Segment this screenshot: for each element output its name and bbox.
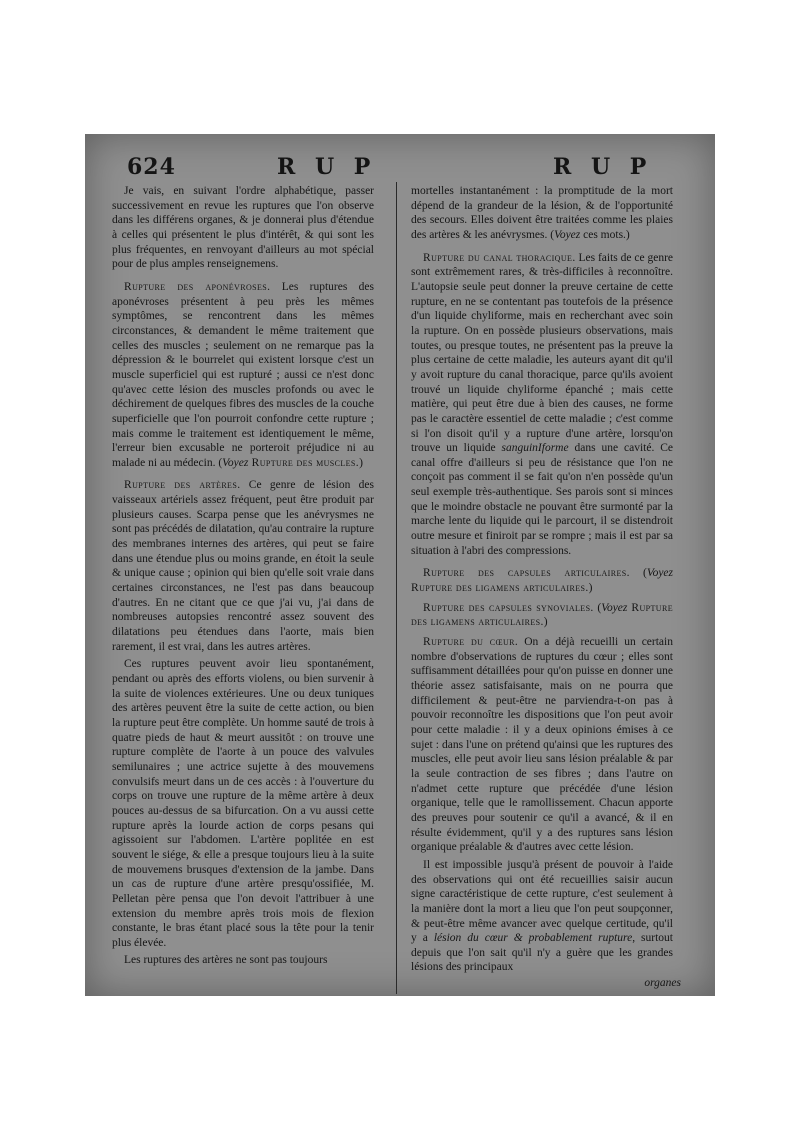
catchword: organes — [644, 977, 681, 989]
paragraph-last-line: Les ruptures des artères ne sont pas toujours — [124, 954, 328, 967]
paragraph-capsules-synoviales — [411, 601, 673, 630]
paren-close: ) — [588, 582, 593, 595]
paragraph-aponevroses — [112, 280, 374, 471]
paragraph-body: Ce genre de lésion des vaisseaux artériels assez fréquent, peut être produit par plusieurs causes. Scarpa pense que les anévrysmes ne sont pas précédés de dilatation, qu'au contraire la rupture des membranes internes des artères, qui peut se faire dans une étendue plus ou moins grande, en étoit la seule & unique cause ; opinion qui bien qu'elle soit vraie dans certaines circonstances, ne l'est pas dans beaucoup d'autres. En ne citant que ce que j'ai vu, j'ai dans de nombreuses autopsies rencontré assez souvent des dilatations peu étendues dans l'aorte, mais bien rarement, il est vrai, dans les autres artères. — [112, 479, 375, 653]
paragraph-body: mortelles instantanément : la promptitude de la mort dépend de la grandeur de la lésion, & de l'opportunité des secours. Elles doivent être traitées comme les plaies des artères & les anévrysmes. ( — [411, 185, 673, 241]
paragraph-body-cont: , surtout depuis que l'on sait qu'il n'y a guère que les grandes lésions des principaux — [411, 932, 673, 974]
paragraph-body-cont: dans une cavité. Ce canal offre d'ailleurs si peu de résistance que l'on ne conçoit pas comment il se fait qu'on n'en possède qu'un seul exemple très-authentique. Ses parois sont si minces que le moindre obstacle ne pouvant être surmonté par la marche lente du liquide qui le parcourt, il se distendroit outre mesure et finiroit par se rompre ; mais il est par sa situation à l'abri des compressions. — [411, 442, 673, 557]
cross-reference: Rupture des muscles. — [248, 456, 360, 469]
cross-reference: Rupture des ligamens articulaires. — [411, 582, 589, 595]
paren-open: ( — [629, 567, 647, 580]
paragraph-arteres — [112, 478, 374, 654]
paragraph-intro: Je vais, en suivant l'ordre alphabétique, passer successivement en revue les ruptures que l'on observe dans les différens organes, & je donnerai plus d'étendue à celles qui présentent le plus d'intérêt, & qui sont les plus fréquentes, en renvoyant d'ailleurs au mot spécial pour de plus amples renseignemens. — [112, 185, 374, 271]
cross-reference: Rupture des ligamens articulaires. — [411, 601, 673, 629]
italic-phrase: lésion du cœur & probablement rupture — [433, 932, 633, 945]
paragraph-capsules-articulaires — [411, 566, 673, 595]
paren-close: ) — [543, 616, 548, 629]
right-column — [411, 184, 673, 978]
paren-open: ( — [593, 601, 602, 614]
page-number: 624 — [127, 154, 176, 180]
section-heading: Rupture des capsules articulaires. — [423, 567, 630, 580]
paragraph-body: Les ruptures des aponévroses présentent à peu près les mêmes symptômes, se rencontrent dans les mêmes circonstances, & demandent le même traitement que celles des muscles ; seulement on ne remarque pas la dépression & le bourrelet qui existent lorsque c'est un muscle superficiel qui est rupturé ; aussi ce n'est donc qu'avec cette lésion des muscles profonds ou avec le déchirement de quelques fibres des muscles de la couche superficielle que l'on pourroit confondre cette rupture ; mais comme le traitement est identiquement le même, l'erreur bien excusable ne porteroit préjudice ni au malade ni au médecin. ( — [112, 280, 375, 469]
scanned-page — [85, 134, 715, 996]
paragraph-continuation — [411, 184, 673, 243]
paren-close: ces mots.) — [580, 228, 630, 241]
italic-term: sanguinIforme — [501, 442, 569, 455]
voyez-ref: Voyez — [601, 601, 628, 614]
paragraph-body: Il est impossible jusqu'à présent de pouvoir à l'aide des observations qui ont été recueillies saisir aucun signe caractéristique de cette rupture, c'est seulement à la manière dont la mort a lieu que l'on peut soupçonner, & peut-être même avancer avec quelque certitude, qu'il y a — [411, 858, 673, 945]
left-column — [112, 184, 374, 971]
voyez-ref: Voyez — [554, 228, 581, 241]
paragraph-coeur — [411, 635, 673, 855]
page-header — [127, 154, 675, 184]
section-heading: Rupture des capsules synoviales. — [423, 601, 594, 614]
paragraph-body: On a déjà recueilli un certain nombre d'observations de ruptures du cœur ; elles sont suffisamment détaillées pour qu'on puisse en donner une théorie assez satisfaisante, mais on ne pourra que difficilement & peut-être ne parviendra-t-on pas à pouvoir reconnoître les dispositions que l'on peut avoir pour cette maladie : il y a deux opinions émises à ce sujet : dans l'une on prétend qu'ainsi que les ruptures des muscles, elle peut avoir lieu sans lésion préalable & par la seule contraction de ses fibres ; dans l'autre on n'admet cette rupture que précédée d'une lésion organique, telle que le ramollissement. Chacun apporte des preuves pour soutenir ce qu'il a avancé, & il en résulte évidemment, qu'il y a des ruptures sans lésion organique préalable & d'autres avec cette lésion. — [411, 636, 673, 854]
section-heading: Rupture des artères. — [124, 479, 241, 492]
section-heading: Rupture des aponévroses. — [124, 280, 271, 293]
column-rule — [396, 182, 397, 994]
paragraph-canal-thoracique — [411, 251, 673, 559]
section-heading: Rupture du canal thoracique. — [423, 251, 576, 264]
section-heading: Rupture du cœur. — [423, 636, 519, 649]
paragraph-impossible — [411, 858, 673, 975]
running-head-right: R U P — [553, 154, 653, 180]
paren-close: ) — [359, 456, 363, 469]
paragraph-ruptures-spontanees: Ces ruptures peuvent avoir lieu spontanément, pendant ou après des efforts violens, ou bien survenir à la suite de violences extérieures. Une ou deux tuniques des artères peuvent être la suite de cette action, ou bien la rupture peut être complète. Un homme sauté de trois à quatre pieds de haut & meurt aussitôt : on trouve une rupture complète de l'aorte à un pouce des valvules semilunaires ; une actrice sujette à des mouvemens convulsifs meurt dans un de ces accès : à l'ouverture du corps on trouve une rupture de la même artère à deux pouces au-dessus de sa bifurcation. On a vu aussi cette rupture après la lourde action de corps pesans qui agissoient sur l'abdomen. L'artère poplitée en est souvent le siége, & elle a presque toujours lieu à la suite de mouvemens brusques d'extension de la jambe. Dans un cas de rupture d'une artère presqu'ossifiée, M. Pelletan père pensa que l'on devoit l'attribuer à une extension du membre après trois mois de flexion constante, le bras étant placé sous la tête pour la tenir plus élevée. — [112, 658, 374, 949]
paragraph-body: Les faits de ce genre sont extrêmement rares, & très-difficiles à reconnoître. L'autopsie seule peut donner la preuve certaine de cette rupture, en ne se contentant pas toutefois de la présence d'un liquide chyliforme, mais en recherchant avec soin la rupture. On en possède plusieurs observations, mais toutes, ou presque toutes, ne présentent pas la preuve la plus certaine de cette maladie, les auteurs ayant dit qu'il y avoit rupture du canal thoracique, parce qu'ils avoient trouvé un liquide chyliforme épanché ; mais cette matière, qui peut être due à bien des causes, ne forme pas le caractère essentiel de cette maladie ; c'est comme si l'on disoit qu'il y a rupture d'une artère, lorsqu'on trouve un liquide — [411, 251, 673, 455]
voyez-ref: Voyez — [222, 456, 249, 469]
running-head-left: R U P — [277, 154, 377, 180]
voyez-ref: Voyez — [646, 567, 673, 580]
